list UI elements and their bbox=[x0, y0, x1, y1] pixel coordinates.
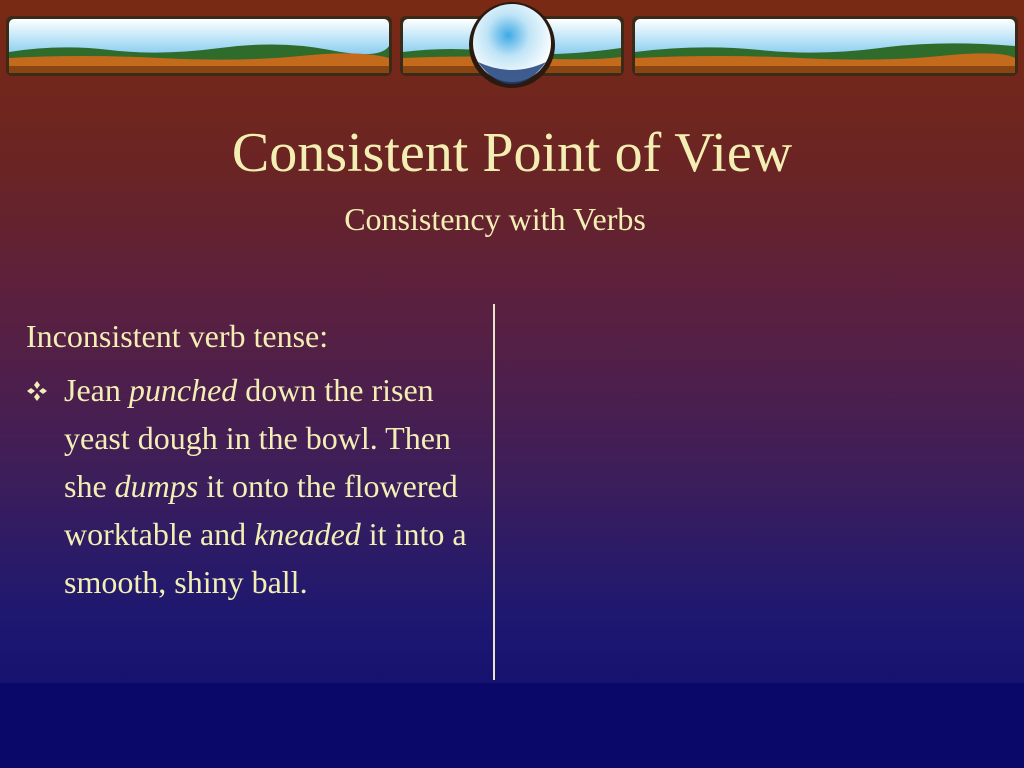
banner-panel-right bbox=[632, 16, 1018, 76]
verb-dumps: dumps bbox=[114, 468, 199, 504]
column-divider bbox=[493, 304, 495, 680]
bullet-text-part: Jean bbox=[64, 372, 129, 408]
slide-title: Consistent Point of View bbox=[231, 122, 793, 184]
diamond-bullet-icon bbox=[26, 380, 48, 402]
landscape-banner bbox=[0, 0, 1024, 95]
slide-subtitle: Consistency with Verbs bbox=[344, 201, 646, 237]
bullet-text-part: it into a smooth, shiny ball. bbox=[64, 516, 467, 600]
verb-punched: punched bbox=[128, 372, 238, 408]
banner-panel-left bbox=[6, 16, 392, 76]
content-heading: Inconsistent verb tense: bbox=[26, 318, 329, 354]
bottom-band bbox=[0, 683, 1024, 768]
bullet-item bbox=[26, 366, 476, 606]
bullet-text-part: down the risen yeast dough in the bowl. Then she bbox=[64, 372, 451, 504]
bullet-text bbox=[64, 366, 476, 606]
bullet-text-part: it onto the flowered worktable and bbox=[64, 468, 458, 552]
globe-icon bbox=[469, 2, 555, 88]
content-left-column bbox=[26, 312, 476, 606]
verb-kneaded: kneaded bbox=[254, 516, 361, 552]
